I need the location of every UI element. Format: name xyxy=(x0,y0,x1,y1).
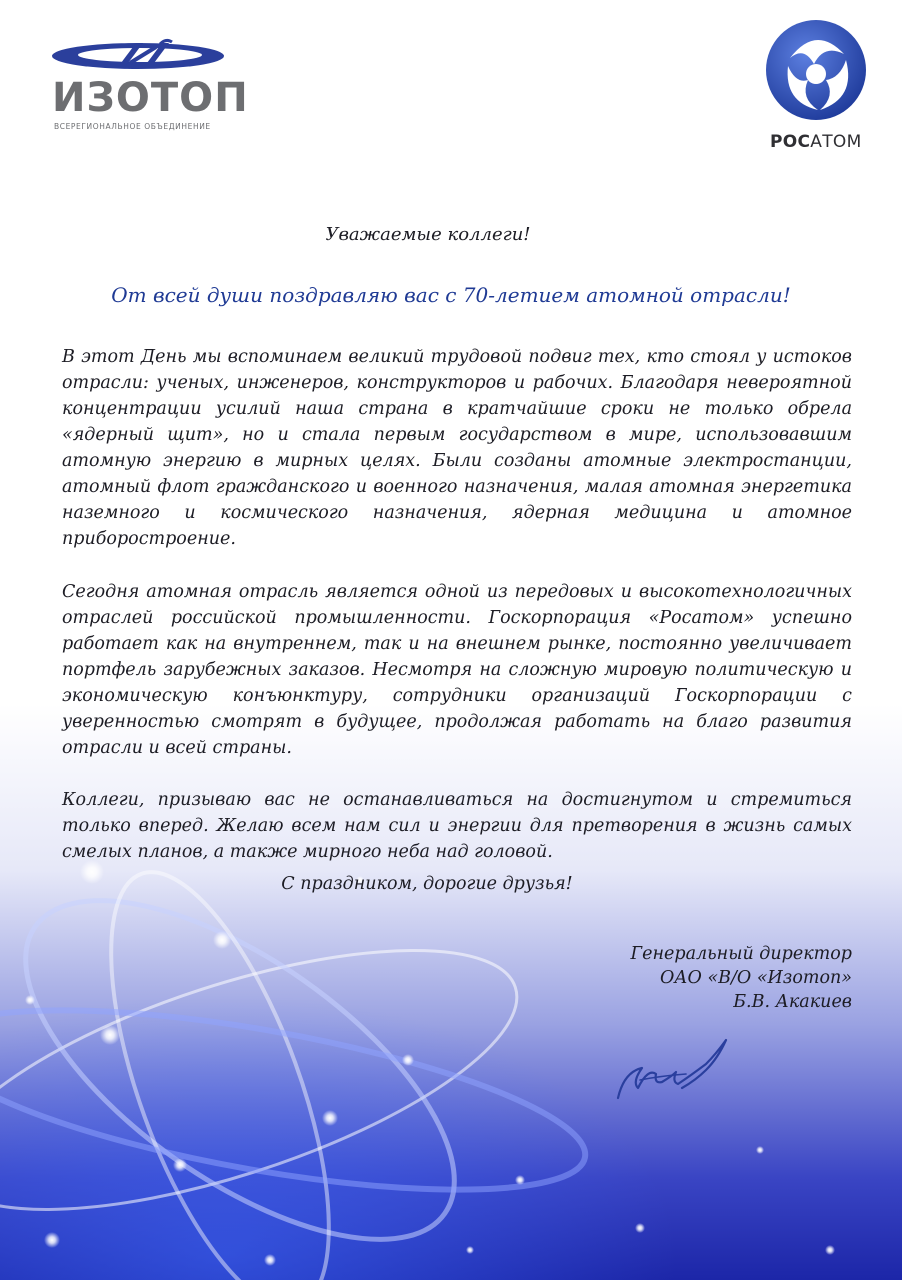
signer-name: Б.В. Акакиев xyxy=(733,992,852,1012)
headline: От всей души поздравляю вас с 70-летием атомной отрасли! xyxy=(111,283,791,307)
greeting: Уважаемые коллеги! xyxy=(325,224,531,245)
izotop-logo-name: ИЗОТОП xyxy=(52,75,249,121)
handwritten-signature xyxy=(610,1036,750,1106)
paragraph-2: Сегодня атомная отрасль является одной из передовых и высокотехнологичных отраслей российской промышленности. Госкорпорация «Росатом» успешно работает как на внутреннем, так и на внешнем рынке, постоянно увеличивает портфель зарубежных заказов. Несмотря на сложную мировую политическую и экономическую конъюнктуру, сотрудники организаций Госкорпорации с уверенностью смотрят в будущее, продолжая работать на благо развития отрасли и всей страны. xyxy=(62,582,852,758)
signer-organization: ОАО «В/О «Изотоп» xyxy=(659,968,852,988)
izotop-logo-tagline: ВСЕРЕГИОНАЛЬНОЕ ОБЪЕДИНЕНИЕ xyxy=(54,122,211,131)
rosatom-emblem-icon xyxy=(764,18,868,122)
signer-position: Генеральный директор xyxy=(630,944,852,964)
paragraph-3: Коллеги, призываю вас не останавливаться на достигнутом и стремиться только вперед. Желаю всем нам сил и энергии для претворения в жизнь самых смелых планов, а также мирного неба над головой. xyxy=(62,790,852,862)
letter-body xyxy=(62,222,852,897)
rosatom-logo-name: РОСАТОМ xyxy=(770,132,862,152)
rosatom-logo xyxy=(760,16,870,156)
closing-line: С праздником, дорогие друзья! xyxy=(281,874,573,894)
signature-block xyxy=(631,942,852,1014)
izotop-emblem-icon xyxy=(48,34,228,78)
paragraph-1: В этот День мы вспоминаем великий трудовой подвиг тех, кто стоял у истоков отрасли: ученых, инженеров, конструкторов и рабочих. Благодаря невероятной концентрации усилий наша страна в кратчайшие сроки не только обрела «ядерный щит», но и стала первым государством в мире, использовавшим атомную энергию в мирных целях. Были созданы атомные электростанции, атомный флот гражданского и военного назначения, малая атомная энергетика наземного и космического назначения, ядерная медицина и атомное приборостроение. xyxy=(62,347,852,549)
izotop-logo xyxy=(48,34,249,134)
